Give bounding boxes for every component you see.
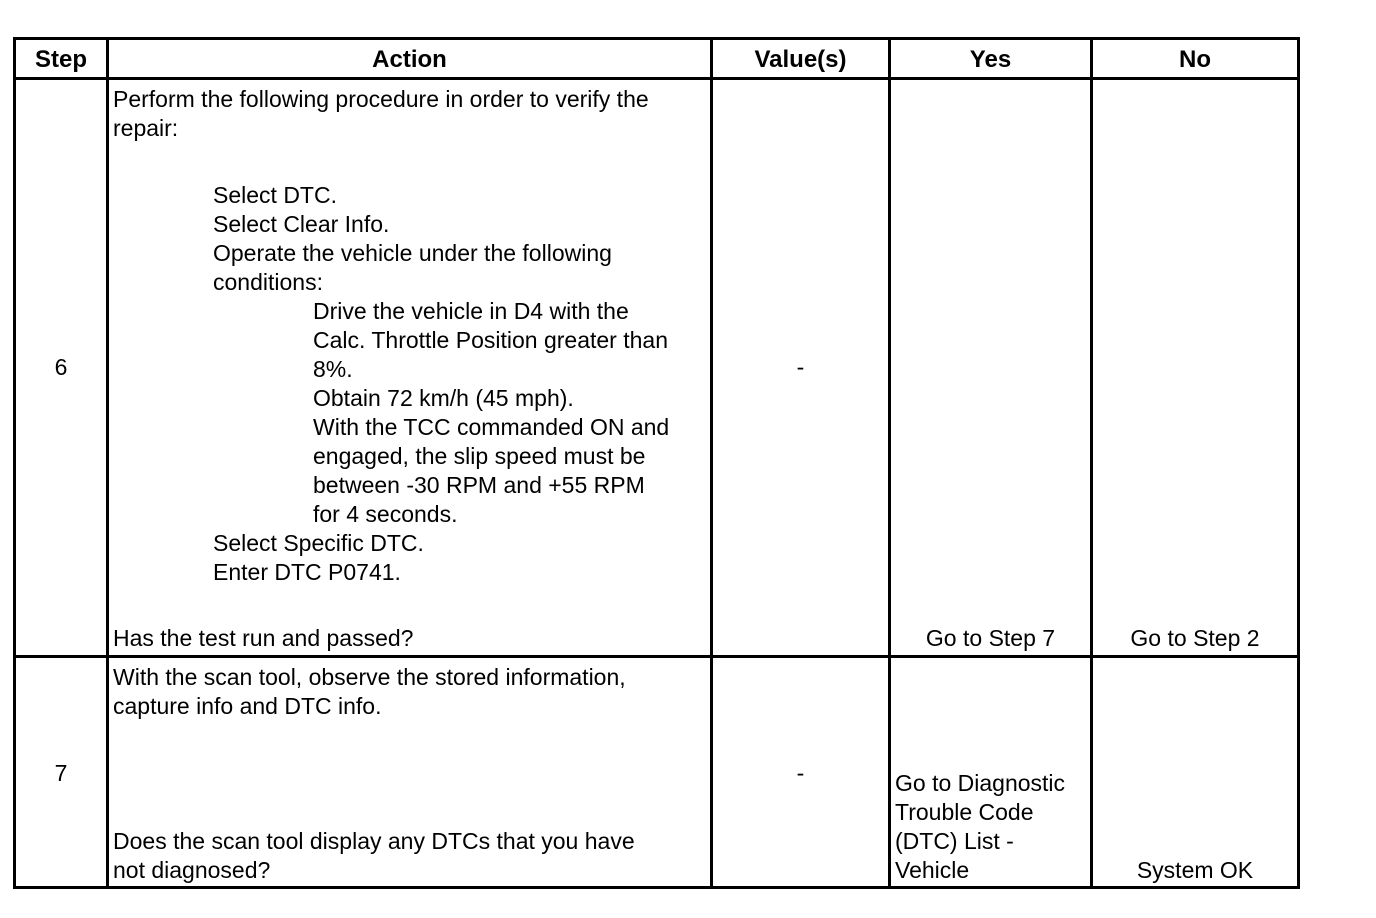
action-question: Has the test run and passed? [113, 625, 414, 651]
step-number: 6 [54, 354, 68, 380]
header-no: No [1179, 46, 1211, 73]
no-cell: Go to Step 2 [1130, 625, 1260, 651]
value-cell: - [796, 760, 805, 786]
action-intro: Perform the following procedure in order to verify the repair: [113, 86, 649, 141]
no-cell: System OK [1136, 857, 1254, 883]
action-substeps: Drive the vehicle in D4 with the Calc. Throttle Position greater than 8%. Obtain 72 km/h (45 mph). With the TCC commanded ON and engaged, the slip speed must be between -30 RPM and +55 RPM for 4 seconds. [313, 298, 670, 527]
header-yes: Yes [969, 46, 1012, 73]
yes-cell: Go to Step 7 [925, 625, 1056, 651]
header-values: Value(s) [754, 46, 847, 73]
diagnostic-table [13, 37, 1300, 889]
column-divider [1090, 40, 1093, 886]
yes-cell: Go to Diagnostic Trouble Code (DTC) List - Vehicle [895, 770, 1066, 883]
step-number: 7 [54, 760, 68, 786]
column-divider [106, 40, 109, 886]
action-intro: With the scan tool, observe the stored information, capture info and DTC info. [113, 664, 626, 719]
action-steps: Select Specific DTC. Enter DTC P0741. [213, 530, 424, 585]
column-divider [888, 40, 891, 886]
value-cell: - [796, 354, 805, 380]
action-steps: Select DTC. Select Clear Info. Operate the vehicle under the following conditions: [213, 182, 612, 295]
header-action: Action [372, 46, 447, 73]
row-divider [16, 655, 1297, 658]
action-question: Does the scan tool display any DTCs that you have not diagnosed? [113, 828, 635, 883]
header-step: Step [34, 46, 87, 73]
